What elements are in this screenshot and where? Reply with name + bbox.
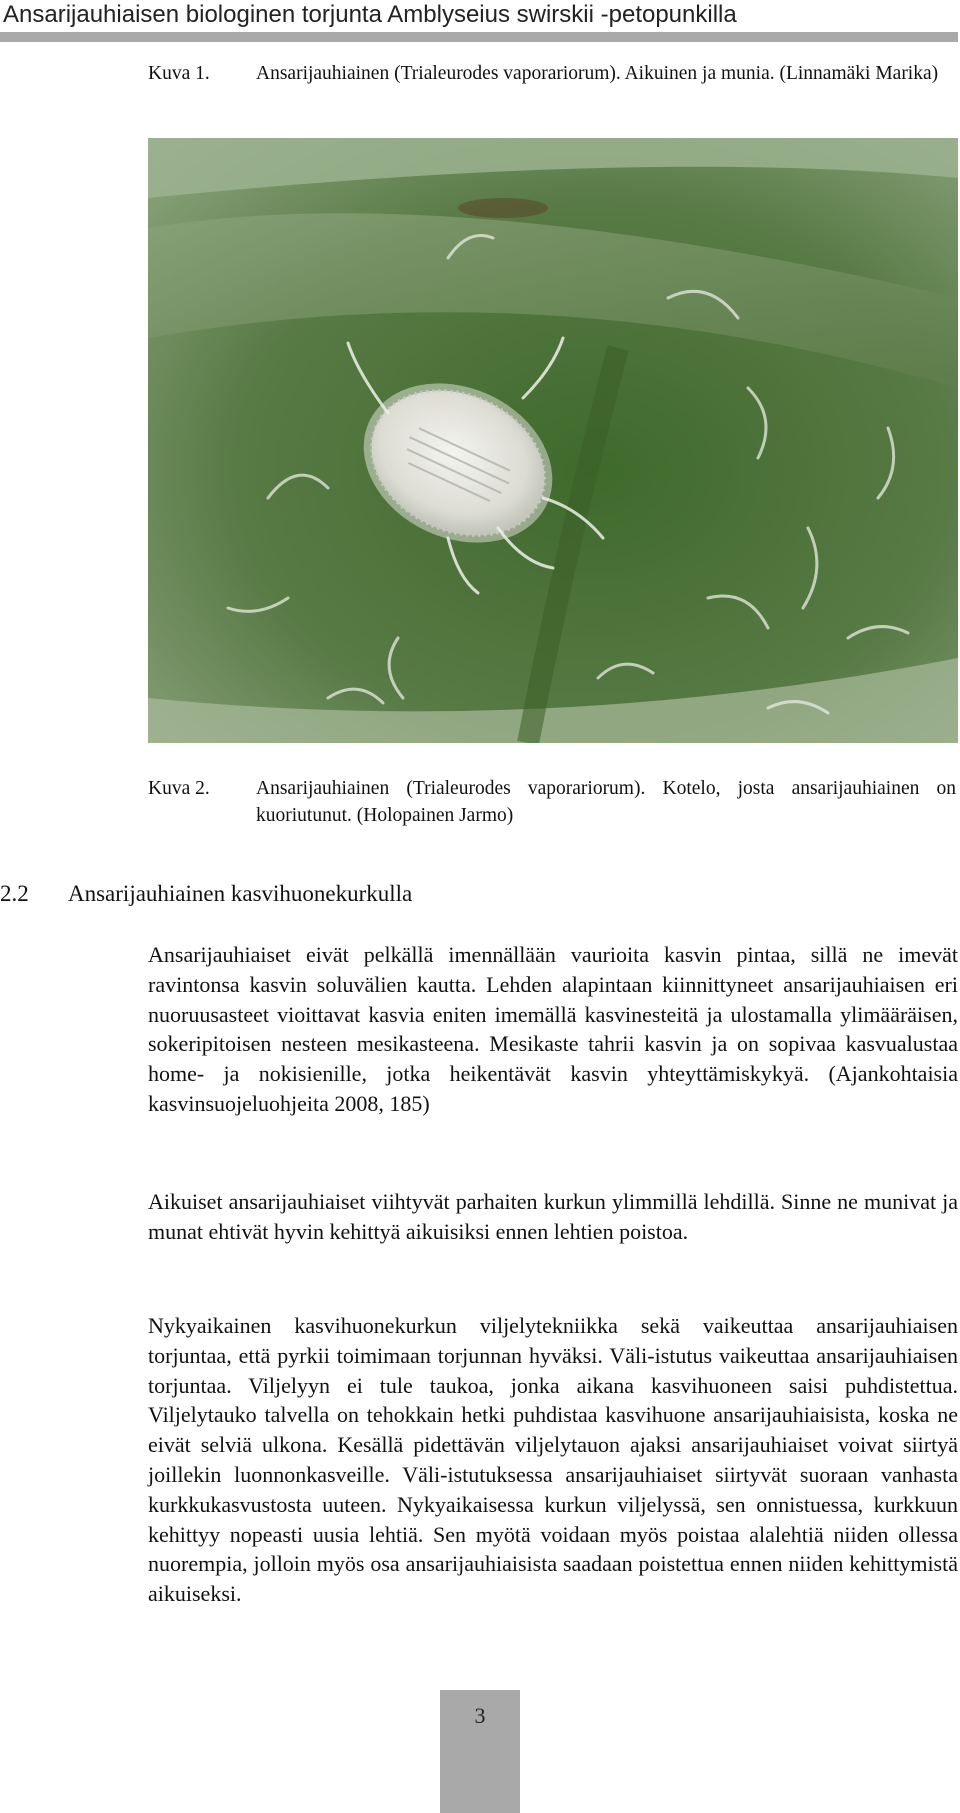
- page-number: 3: [474, 1703, 486, 1728]
- section-number: 2.2: [0, 881, 29, 906]
- whitefly-pupa-photo: [148, 138, 958, 743]
- leaf-photo-illustration: [148, 138, 958, 743]
- figure-2-caption-text: Ansarijauhiainen (Trialeurodes vaporariorum). Kotelo, josta ansarijauhiainen on kuoriutunut. (Holopainen Jarmo): [256, 778, 956, 826]
- section-title: Ansarijauhiainen kasvihuonekurkulla: [68, 881, 413, 906]
- body-paragraph-1: Ansarijauhiaiset eivät pelkällä imennällään vaurioita kasvin pintaa, sillä ne imevät ravintonsa kasvin soluvälien kautta. Lehden alapintaan kiinnittyneet ansarijauhiaisen eri nuoruusasteet vioittavat kasvia eniten imemällä kasvinesteitä ja ulostamalla ylimääräisen, sokeripitoisen nesteen mesikasteena. Mesikaste tahrii kasvin ja on sopivaa kasvualustaa home- ja nokisienille, jotka heikentävät kasvin yhteyttämiskykyä. (Ajankohtaisia kasvinsuojeluohjeita 2008, 185): [148, 942, 958, 1116]
- header-rule: [0, 32, 958, 42]
- figure-1-label: Kuva 1.: [148, 63, 210, 84]
- body-paragraph-2: Aikuiset ansarijauhiaiset viihtyvät parhaiten kurkun ylimmillä lehdillä. Sinne ne munivat ja munat ehtivät hyvin kehittyä aikuisiksi ennen lehtien poistoa.: [148, 1189, 958, 1244]
- body-paragraph-3: Nykyaikainen kasvihuonekurkun viljelytekniikka sekä vaikeuttaa ansarijauhiaisen torjuntaa, että pyrkii toimimaan torjunnan hyväksi. Väli-istutus vaikeuttaa ansarijauhiaisen torjuntaa. Viljelyyn ei tule taukoa, jonka aikana kasvihuoneen saisi puhdistettua. Viljelytauko talvella on tehokkain hetki puhdistaa kasvihuone ansarijauhiaisista, koska ne eivät selviä ulkona. Kesällä pidettävän viljelytauon ajaksi ansarijauhiaiset voivat siirtyä joillekin luonnonkasveille. Väli-istutuksessa ansarijauhiaiset siirtyvät suoraan vanhasta kurkkukasvustosta uuteen. Nykyaikaisessa kurkun viljelyssä, sen onnistuessa, kurkkuun kehittyy nopeasti uusia lehtiä. Sen myötä voidaan myös poistaa alalehtiä niiden ollessa nuorempia, jolloin myös osa ansarijauhiaisista saadaan poistettua ennen niiden kehittymistä aikuiseksi.: [148, 1313, 958, 1607]
- running-header-title: Ansarijauhiaisen biologinen torjunta Amblyseius swirskii -petopunkilla: [3, 1, 737, 28]
- figure-1-caption-text: Ansarijauhiainen (Trialeurodes vaporariorum). Aikuinen ja munia. (Linnamäki Marika): [256, 63, 939, 84]
- figure-2-label: Kuva 2.: [148, 778, 210, 799]
- section-heading: [0, 879, 412, 909]
- page-number-box: [440, 1690, 520, 1813]
